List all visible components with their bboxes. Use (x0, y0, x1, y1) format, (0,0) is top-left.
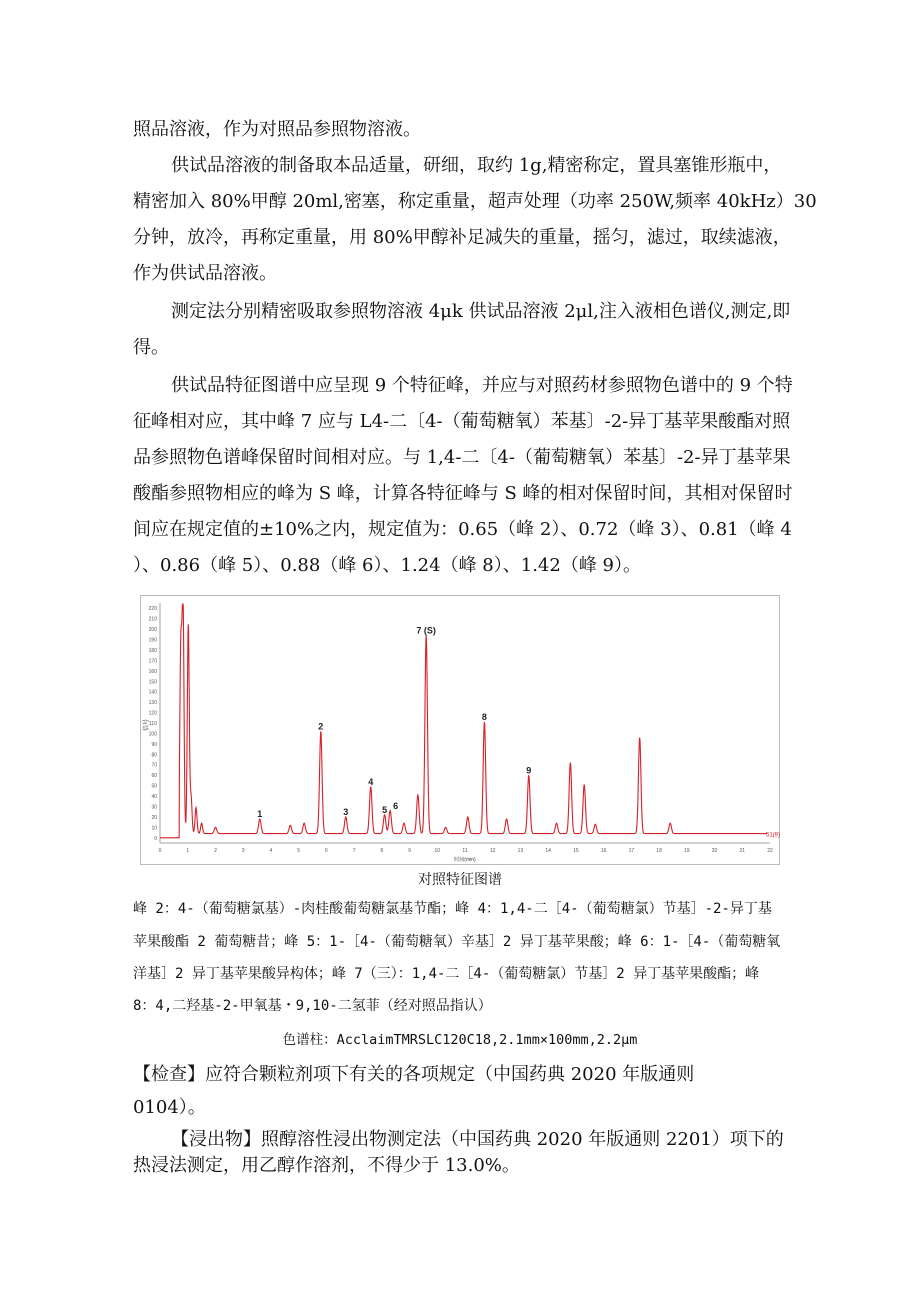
y-tick-label: 20 (151, 814, 157, 821)
x-tick-label: 5 (297, 848, 301, 854)
y-tick-label: 200 (148, 627, 157, 634)
peak-label: 8 (481, 712, 487, 723)
x-tick-label: 14 (545, 848, 551, 854)
peak-note: 峰 2：4-（葡萄糖氯基）-肉桂酸葡萄糖氯基节酯；峰 4：1,4-二［4-（葡萄糖氯）节基］-2-异丁基 (133, 901, 772, 917)
text-line: 测定法分别精密吸取参照物溶液 4μk 供试品溶液 2μl,注入液相色谱仪,测定,即 (171, 301, 791, 322)
x-tick-label: 15 (573, 848, 579, 854)
figure-caption: 对照特征图谱 (418, 872, 502, 888)
y-tick-label: 190 (148, 637, 157, 644)
x-tick-label: 1 (186, 848, 190, 854)
x-tick-label: 21 (739, 848, 746, 854)
x-tick-label: 22 (767, 848, 773, 854)
x-tick-label: 10 (434, 848, 441, 854)
y-tick-label: 130 (148, 700, 157, 707)
peak-label: 4 (368, 776, 374, 787)
x-tick-label: 7 (352, 848, 356, 854)
peak-label: 9 (526, 765, 532, 776)
x-tick-label: 18 (656, 848, 662, 854)
text-line: ）、0.86（峰 5）、0.88（峰 6）、1.24（峰 8）、1.42（峰 9）。 (133, 555, 642, 576)
x-tick-label: 8 (380, 848, 384, 854)
text-line: 间应在规定值的±10%之内，规定值为：0.65（峰 2）、0.72（峰 3）、0.81（峰 4 (133, 519, 792, 540)
text-line: 精密加入 80%甲醇 20ml,密塞，称定重量，超声处理（功率 250W,频率 40kHz）30 (133, 191, 817, 212)
text-line: 作为供试品溶液。 (133, 263, 277, 284)
x-tick-label: 9 (408, 848, 411, 854)
text-line: 供试品溶液的制备取本品适量，研细，取约 1g,精密称定，置具塞锥形瓶中， (171, 155, 782, 176)
text-line: 分钟，放冷，再称定重量，用 80%甲醇补足减失的重量，摇匀，滤过，取续滤液， (133, 227, 791, 248)
y-tick-label: 150 (148, 679, 157, 686)
peak-label: 1 (257, 809, 263, 820)
column-info: 色谱柱：AcclaimTMRSLC120C18,2.1mm×100mm,2.2μm (282, 1032, 638, 1048)
check-label: 【检查】 (133, 1064, 205, 1085)
peak-label: 7 (S) (416, 625, 436, 636)
y-tick-label: 210 (148, 616, 157, 623)
extract-label: 【浸出物】 (171, 1129, 261, 1150)
x-tick-label: 16 (600, 848, 607, 854)
x-tick-label: 3 (241, 848, 245, 854)
y-tick-label: 10 (151, 825, 157, 832)
y-tick-label: 30 (151, 804, 157, 811)
y-tick-label: 170 (148, 658, 157, 665)
x-tick-label: 2 (214, 848, 217, 854)
trace-label: 51(9) (766, 832, 780, 839)
x-tick-label: 11 (462, 848, 468, 854)
y-tick-label: 160 (148, 668, 157, 675)
chart-frame (141, 596, 780, 865)
peak-note: 洋基］2 异丁基苹果酸异构体；峰 7（三）：1,4-二［4-（葡萄糖氯）节基］2 异丁基苹果酸酯；峰 (133, 966, 760, 982)
x-tick-label: 20 (711, 848, 718, 854)
y-tick-label: 60 (151, 773, 157, 780)
peak-note: 8：4,二羟基-2-甲氧基・9,10-二氢菲（经对照品指认） (133, 998, 492, 1014)
peak-label: 2 (318, 721, 324, 732)
y-tick-label: 40 (151, 794, 157, 801)
extract-section (171, 1131, 784, 1149)
text-line: 酸酯参照物相应的峰为 S 峰，计算各特征峰与 S 峰的相对保留时间，其相对保留时 (133, 483, 793, 504)
text-line: 热浸法测定，用乙醇作溶剂，不得少于 13.0%。 (133, 1155, 520, 1176)
text-line: 供试品特征图谱中应呈现 9 个特征峰，并应与对照药材参照物色谱中的 9 个特 (171, 375, 793, 396)
y-tick-label: 140 (148, 689, 157, 696)
y-tick-label: 90 (151, 741, 157, 748)
y-axis-label: 信号 (144, 718, 150, 732)
text-line: 照品溶液，作为对照品参照物溶液。 (133, 119, 421, 140)
y-tick-label: 50 (151, 783, 157, 790)
y-tick-label: 70 (151, 762, 157, 769)
y-tick-label: 180 (148, 647, 157, 654)
x-tick-label: 12 (489, 848, 496, 854)
x-tick-label: 13 (517, 848, 524, 854)
y-tick-label: 0 (154, 835, 157, 842)
text-line: 0104）。 (133, 1097, 206, 1118)
y-tick-label: 220 (148, 606, 157, 613)
x-axis-label: 时间(min) (454, 857, 476, 863)
peak-label: 5 (382, 805, 388, 815)
text-line: 得。 (133, 337, 169, 358)
x-tick-label: 6 (324, 848, 328, 854)
chromatogram-chart (140, 595, 780, 865)
y-tick-label: 120 (148, 710, 157, 717)
text-line: 品参照物色谱峰保留时间相对应。与 1,4-二〔4-（葡萄糖氧）苯基〕-2-异丁基苹果 (133, 447, 791, 468)
peak-label: 6 (393, 800, 399, 811)
x-tick-label: 0 (158, 848, 162, 854)
x-tick-label: 19 (684, 848, 690, 854)
peak-note: 苹果酸酯 2 葡萄糖昔；峰 5：1-［4-（葡萄糖氧）辛基］2 异丁基苹果酸；峰 6：1-［4-（葡萄糖氧 (133, 934, 781, 950)
peak-label: 3 (343, 807, 349, 818)
y-tick-label: 110 (149, 721, 157, 727)
x-tick-label: 4 (269, 848, 273, 854)
extract-text: 照醇溶性浸出物测定法（中国药典 2020 年版通则 2201）项下的 (261, 1129, 784, 1150)
check-section (133, 1066, 694, 1084)
text-line: 征峰相对应，其中峰 7 应与 L4-二〔4-（葡萄糖氧）苯基〕-2-异丁基苹果酸酯对照 (133, 411, 791, 432)
x-tick-label: 17 (628, 848, 635, 854)
y-tick-label: 100 (148, 731, 157, 738)
y-tick-label: 80 (151, 752, 157, 759)
check-text: 应符合颗粒剂项下有关的各项规定（中国药典 2020 年版通则 (205, 1064, 695, 1085)
